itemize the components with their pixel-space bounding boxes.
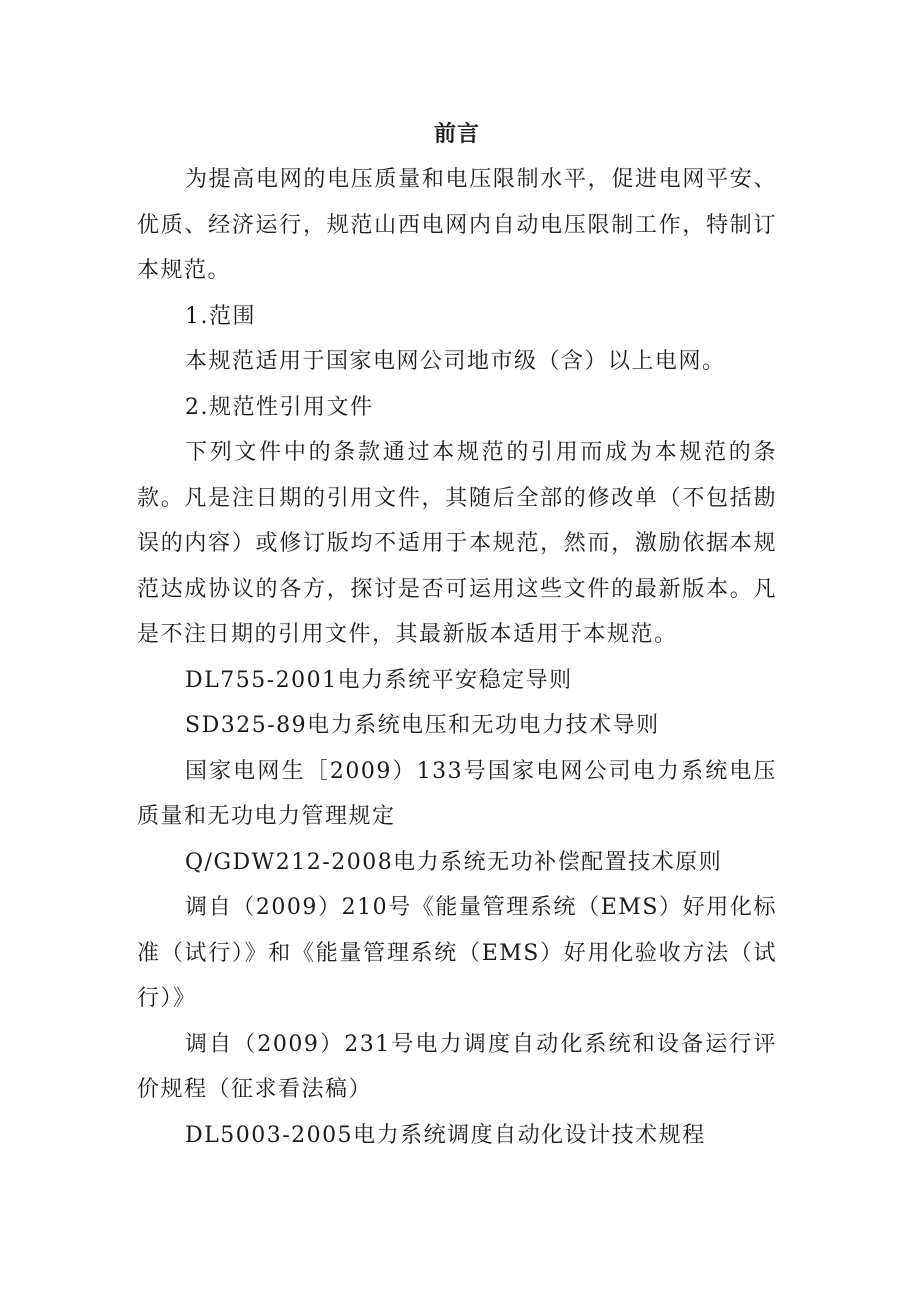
intro-paragraph: 为提高电网的电压质量和电压限制水平，促进电网平安、优质、经济运行，规范山西电网内自动电压限制工作，特制订本规范。 bbox=[137, 167, 777, 283]
reference-item: DL5003-2005电力系统调度自动化设计技术规程 bbox=[185, 1122, 706, 1148]
reference-item: SD325-89电力系统电压和无功电力技术导则 bbox=[185, 713, 660, 738]
section-heading-scope: 1.范围 bbox=[185, 303, 256, 329]
page-title: 前言 bbox=[433, 121, 480, 147]
scope-paragraph: 本规范适用于国家电网公司地市级（含）以上电网。 bbox=[185, 349, 726, 374]
document-body bbox=[137, 112, 777, 1158]
reference-item: 调自（2009）210号《能量管理系统（EMS）好用化标准（试行）》和《能量管理系统（EMS）好用化验收方法（试行）》 bbox=[137, 895, 777, 1011]
references-paragraph: 下列文件中的条款通过本规范的引用而成为本规范的条款。凡是注日期的引用文件，其随后全部的修改单（不包括勘误的内容）或修订版均不适用于本规范，然而，激励依据本规范达成协议的各方，探讨是否可运用这些文件的最新版本。凡是不注日期的引用文件，其最新版本适用于本规范。 bbox=[137, 440, 777, 647]
reference-item: Q/GDW212-2008电力系统无功补偿配置技术原则 bbox=[185, 849, 723, 875]
reference-item: DL755-2001电力系统平安稳定导则 bbox=[185, 667, 573, 693]
reference-item: 调自（2009）231号电力调度自动化系统和设备运行评价规程（征求看法稿） bbox=[137, 1031, 777, 1102]
reference-item: 国家电网生［2009）133号国家电网公司电力系统电压质量和无功电力管理规定 bbox=[137, 758, 777, 829]
section-heading-references: 2.规范性引用文件 bbox=[185, 394, 374, 420]
